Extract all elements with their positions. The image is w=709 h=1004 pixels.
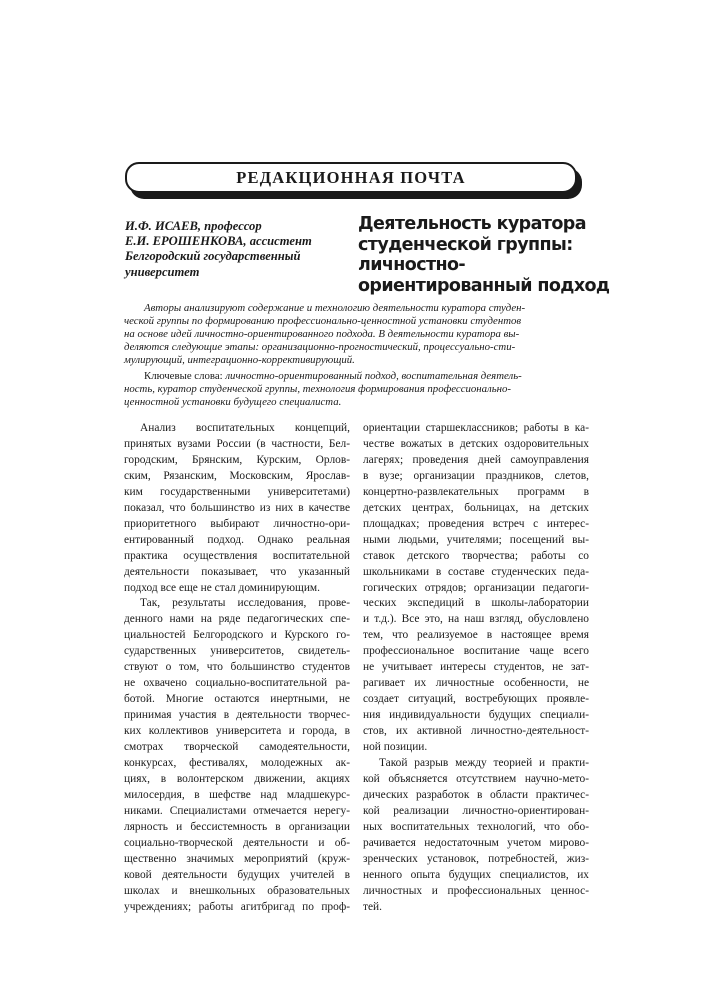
body-text-line: рачивается недостаточным учетом мирово- <box>363 836 589 849</box>
abstract-line: деляются следующие этапы: организационно-прогностический, процессуально-сти- <box>124 341 516 354</box>
body-text-line: личностных и профессиональных ценнос- <box>363 884 589 897</box>
abstract-line: мулирующий, интеграционно-коррективирующий. <box>124 354 355 367</box>
body-text-line: школах и внешкольных образовательных <box>124 884 350 897</box>
body-text-line: школьниками в составе студенческих педа- <box>363 565 589 578</box>
title-line: студенческой группы: <box>358 234 573 255</box>
affiliation-line: Белгородский государственный <box>125 249 301 264</box>
body-text-line: ким государственными университетами) <box>124 485 350 498</box>
title-line: личностно- <box>358 255 466 275</box>
body-text-line: ной позиции. <box>363 741 428 754</box>
body-text-line: рагивает их личностные особенности, не <box>363 677 589 690</box>
body-text-line: никами. Специалистами отмечается нерегу- <box>124 804 350 817</box>
section-banner <box>125 162 583 200</box>
body-text-line: ческих экспедиций в школы-лаборатории <box>363 597 589 610</box>
body-text-line: щественно значимых мероприятий (круж- <box>124 852 350 865</box>
body-text-line: ставок детского творчества; работы со <box>363 549 589 562</box>
body-text-line: циальностей Белгородского и Курского го- <box>124 629 350 642</box>
body-text-line: в вузе; организации праздников, слетов, <box>363 469 589 482</box>
body-text-line: честве вожатых в детских оздоровительных <box>363 437 589 450</box>
body-text-line: лярность и бессистемность в организации <box>124 820 350 833</box>
body-text-line: создает ситуаций, востребующих проявле- <box>363 693 589 706</box>
body-text-line: детских центрах, больницах, на детских <box>363 501 589 514</box>
body-column-left <box>124 421 350 916</box>
abstract-line: Авторы анализируют содержание и технологию деятельности куратора студен- <box>144 302 526 314</box>
body-text-line: денного нами на ряде педагогических спе- <box>124 613 350 626</box>
body-text-line: концертно-развлекательных программ в <box>363 485 589 498</box>
body-text-line: сударственных университетов, свидетель- <box>124 645 350 658</box>
keywords <box>124 370 586 409</box>
abstract <box>124 302 586 367</box>
body-text-line: не учитывает интересы студентов, не зат- <box>363 661 589 674</box>
author-line: Е.И. ЕРОШЕНКОВА, ассистент <box>125 234 312 249</box>
body-text-line: ких коллективов университета и города, в <box>124 725 350 738</box>
body-text-line: кой реализации личностно-ориентирован- <box>363 804 589 817</box>
body-text-line: учреждениях; работы агитбригад по проф- <box>124 900 350 913</box>
abstract-line: на основе идей личностно-ориентированного подхода. В деятельности куратора вы- <box>124 328 520 341</box>
keywords-text: ценностной установки будущего специалиста. <box>124 396 342 409</box>
body-text-line: не охвачено социально-воспитательной ра- <box>124 677 350 690</box>
keywords-text: ность, куратор студенческой группы, технология формирования профессионально- <box>124 383 512 396</box>
body-text-line: ентированный подход. Однако реальная <box>124 533 350 546</box>
body-text-line: площадках; проведения встреч с интерес- <box>363 517 589 530</box>
body-column-right <box>363 421 589 916</box>
author-block <box>125 219 350 280</box>
body-text-line: стов, их активной личностно-деятельност- <box>363 725 589 738</box>
body-text-line: и т.д.). Все это, на наш взгляд, обусловлено <box>363 613 589 626</box>
body-text-line: конкурсах, фестивалях, молодежных ак- <box>124 757 350 770</box>
body-text-line: смотрах творческой самодеятельности, <box>124 741 350 754</box>
body-text-line: подход все еще не стал доминирующим. <box>124 581 320 594</box>
body-text-line: ненного опыта будущих специалистов, их <box>363 868 589 881</box>
body-text-line: деятельности показывает, что указанный <box>124 565 350 578</box>
body-text-line: принятых вузами России (в частности, Бел- <box>124 437 350 450</box>
body-text-line: практика осуществления воспитательной <box>124 549 350 562</box>
body-text-line: городским, Брянским, Курским, Орлов- <box>124 453 350 466</box>
banner-frame <box>125 162 577 193</box>
body-text-line: ским, Рязанским, Московским, Ярослав- <box>124 469 350 482</box>
title-line: Деятельность куратора <box>358 214 586 234</box>
keywords-text: личностно-ориентированный подход, воспитательная деятель- <box>222 370 522 382</box>
author-line: И.Ф. ИСАЕВ, профессор <box>125 219 262 233</box>
body-text-line: ковой деятельности будущих учителей в <box>124 868 350 881</box>
body-text-line: кой объясняется отсутствием научно-мето- <box>363 772 589 785</box>
body-text-line: милосердия, в шефстве над младшекурс- <box>124 788 350 801</box>
body-text-line: ных воспитательных технологий, что обо- <box>363 820 589 833</box>
body-text-line: гогических отрядов; организации педагоги- <box>363 581 589 594</box>
body-text-line: ния индивидуальности будущих специали- <box>363 709 589 722</box>
body-text-line: тей. <box>363 900 382 913</box>
title-line: ориентированный подход <box>358 275 610 296</box>
body-text-line: профессиональное воспитание чаще всего <box>363 645 589 658</box>
body-text-line: социально-творческой деятельности и об- <box>124 836 350 849</box>
body-text-line: приоритетного выбирают личностно-ори- <box>124 517 350 530</box>
body-text-line: тем, что реализуемое в настоящее время <box>363 629 589 642</box>
body-text-line: ориентации старшеклассников; работы в ка- <box>363 422 589 434</box>
body-text-line: Такой разрыв между теорией и практи- <box>379 757 589 770</box>
body-text-line: зренческих установок, потребностей, жиз- <box>363 852 589 865</box>
body-text-line: Анализ воспитательных концепций, <box>140 422 350 434</box>
body-text-line: ными людьми, учителями; посещений вы- <box>363 533 589 546</box>
body-text-line: показал, что большинство из них в качестве <box>124 501 350 514</box>
body-text-line: дических разработок в области практичес- <box>363 788 589 801</box>
body-text-line: ботой. Многие остаются инертными, не <box>124 693 350 706</box>
body-text-line: Так, результаты исследования, прове- <box>140 597 350 610</box>
body-text-line: ствуют о том, что большинство студентов <box>124 661 350 674</box>
section-banner-label: РЕДАКЦИОННАЯ ПОЧТА <box>236 167 466 187</box>
body-text-line: циях, в волонтерском движении, акциях <box>124 772 350 785</box>
abstract-line: ческой группы по формированию профессионально-ценностной установки студентов <box>124 315 522 328</box>
body-text-line: принимая участия в деятельности творчес- <box>124 709 350 722</box>
keywords-label: Ключевые слова: <box>144 370 223 382</box>
body-text-line: лагерях; проведения дней самоуправления <box>363 453 589 466</box>
affiliation-line: университет <box>125 264 200 279</box>
article-title <box>358 214 610 296</box>
